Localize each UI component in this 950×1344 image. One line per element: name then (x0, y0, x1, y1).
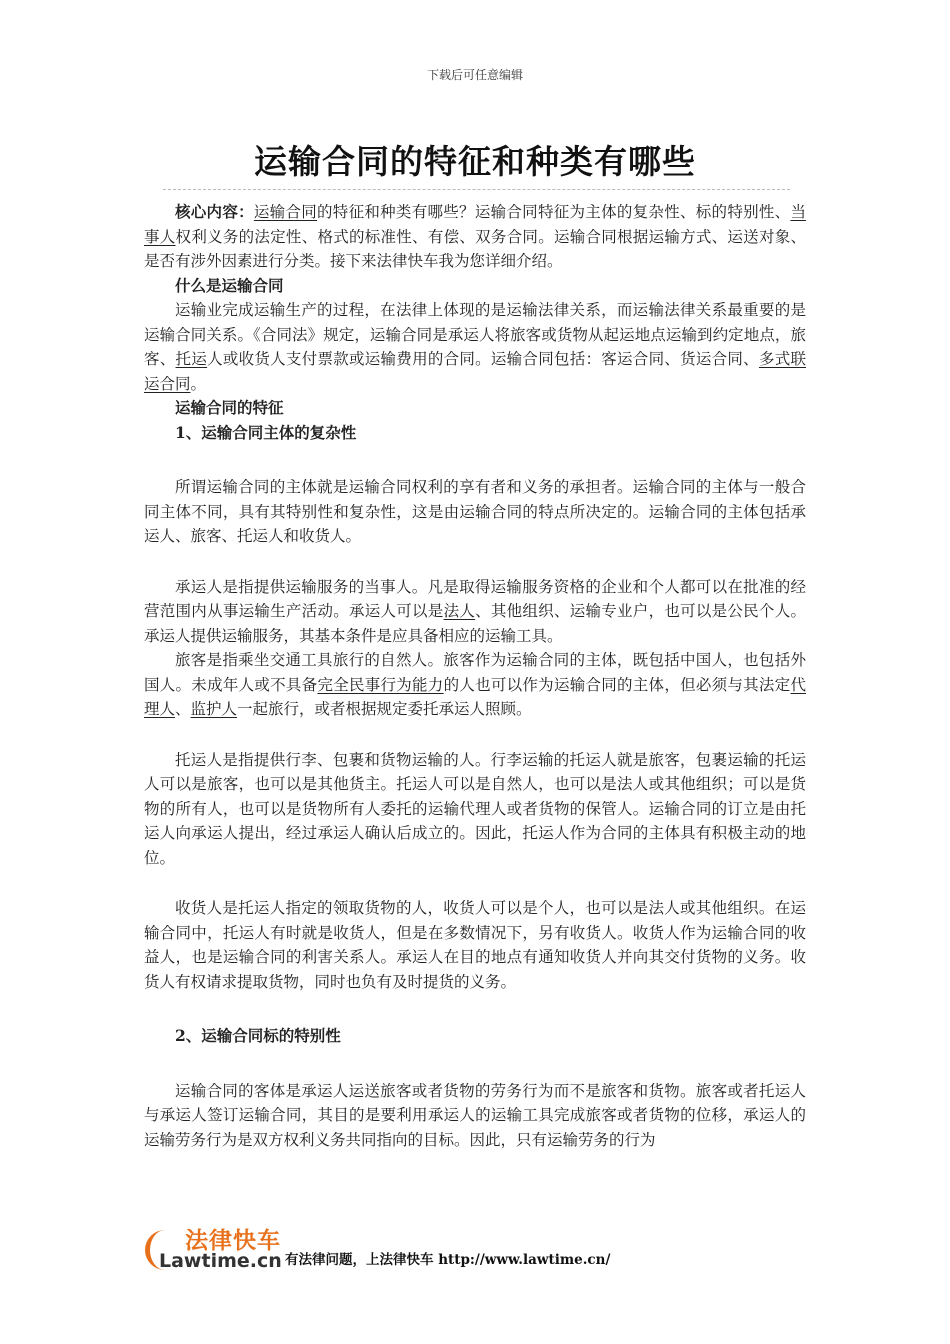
link-multimodal-contract[interactable]: 多式联运合同 (144, 350, 806, 393)
text-segment: 、其他组织、运输专业户，也可以是公民个人。承运人提供运输服务，其基本条件是应具备相应的运输工具。 (144, 602, 806, 645)
title-divider (163, 189, 790, 190)
text-segment: 人或收货人支付票款或运输费用的合同。运输合同包括：客运合同、货运合同、 (207, 350, 759, 368)
paragraph-object: 运输合同的客体是承运人运送旅客或者货物的劳务行为而不是旅客和货物。旅客或者托运人与承运人签订运输合同，其目的是要利用承运人的运输工具完成旅客或者货物的位移，承运人的运输劳务行为是双方权利义务共同指向的目标。因此，只有运输劳务的行为 (144, 1081, 806, 1149)
footer-text: 有法律问题，上法律快车 http://www.lawtime.cn/ (285, 1252, 611, 1268)
heading-feature-2: 2、运输合同标的特别性 (175, 1026, 341, 1045)
page-footer (145, 1222, 805, 1282)
text-segment: 一起旅行，或者根据规定委托承运人照顾。 (237, 700, 532, 718)
text-segment: 权利义务的法定性、格式的标准性、有偿、双务合同。运输合同根据运输方式、运送对象、是否有涉外因素进行分类。接下来法律快车我为您详细介绍。 (144, 227, 806, 270)
link-legal-person[interactable]: 法人 (443, 602, 476, 620)
paragraph-what-is (144, 298, 806, 396)
paragraph-consignee: 收货人是托运人指定的领取货物的人，收货人可以是个人，也可以是法人或其他组织。在运输合同中，托运人有时就是收货人，但是在多数情况下，另有收货人。收货人作为运输合同的收益人，也是运输合同的利害关系人。承运人在目的地点有通知收货人并向其交付货物的义务。收货人有权请求提取货物，同时也负有及时提货的义务。 (144, 899, 806, 991)
link-consign[interactable]: 托运 (175, 350, 208, 368)
text-segment: 的特征和种类有哪些？运输合同特征为主体的复杂性、标的特别性、 (317, 203, 791, 221)
document-title: 运输合同的特征和种类有哪些 (254, 142, 696, 181)
text-segment: 的人也可以作为运输合同的主体，但必须与其法定 (443, 675, 791, 694)
heading-feature-1: 1、运输合同主体的复杂性 (175, 422, 357, 442)
paragraph-carrier (144, 575, 806, 649)
link-guardian[interactable]: 监护人 (190, 700, 238, 718)
logo-cn-text: 法律快车 (185, 1228, 281, 1254)
text-segment: 承运人是指提供运输服务的当事人。凡是取得运输服务资格的企业和个人都可以在批准的经营范围内从事运输生产活动。承运人可以是 (144, 577, 806, 620)
text-segment: 运输业完成运输生产的过程，在法律上体现的是运输法律关系，而运输法律关系最重要的是运输合同关系。《合同法》规定，运输合同是承运人将旅客或货物从起运地点运输到约定地点，旅客、 (144, 301, 806, 368)
core-content-label: 核心内容： (175, 202, 254, 221)
lawtime-logo (145, 1222, 285, 1280)
core-content-paragraph (144, 200, 806, 274)
logo-en-text: Lawtime.cn (159, 1250, 282, 1272)
paragraph-passenger (144, 648, 806, 722)
heading-what-is: 什么是运输合同 (175, 275, 284, 295)
heading-features: 运输合同的特征 (175, 398, 284, 417)
link-capacity[interactable]: 完全民事行为能力 (317, 675, 444, 694)
document-body (144, 200, 806, 1152)
link-transport-contract[interactable]: 运输合同 (253, 203, 318, 221)
text-segment: 。 (190, 374, 207, 393)
header-note: 下载后可任意编辑 (426, 68, 523, 82)
text-segment: 、 (175, 700, 191, 718)
paragraph-subject: 所谓运输合同的主体就是运输合同权利的享有者和义务的承担者。运输合同的主体与一般合同主体不同，具有其特别性和复杂性，这是由运输合同的特点所决定的。运输合同的主体包括承运人、旅客、托运人和收货人。 (144, 478, 806, 545)
text-segment: 旅客是指乘坐交通工具旅行的自然人。旅客作为运输合同的主体，既包括中国人，也包括外国人。未成年人或不具备 (144, 651, 806, 694)
link-agent[interactable]: 代理人 (144, 675, 806, 718)
paragraph-shipper: 托运人是指提供行李、包裹和货物运输的人。行李运输的托运人就是旅客，包裹运输的托运人可以是旅客，也可以是其他货主。托运人可以是自然人，也可以是法人或其他组织；可以是货物的所有人，也可以是货物所有人委托的运输代理人或者货物的保管人。运输合同的订立是由托运人向承运人提出，经过承运人确认后成立的。因此，托运人作为合同的主体具有积极主动的地位。 (144, 750, 806, 867)
link-party[interactable]: 当事人 (144, 203, 806, 246)
